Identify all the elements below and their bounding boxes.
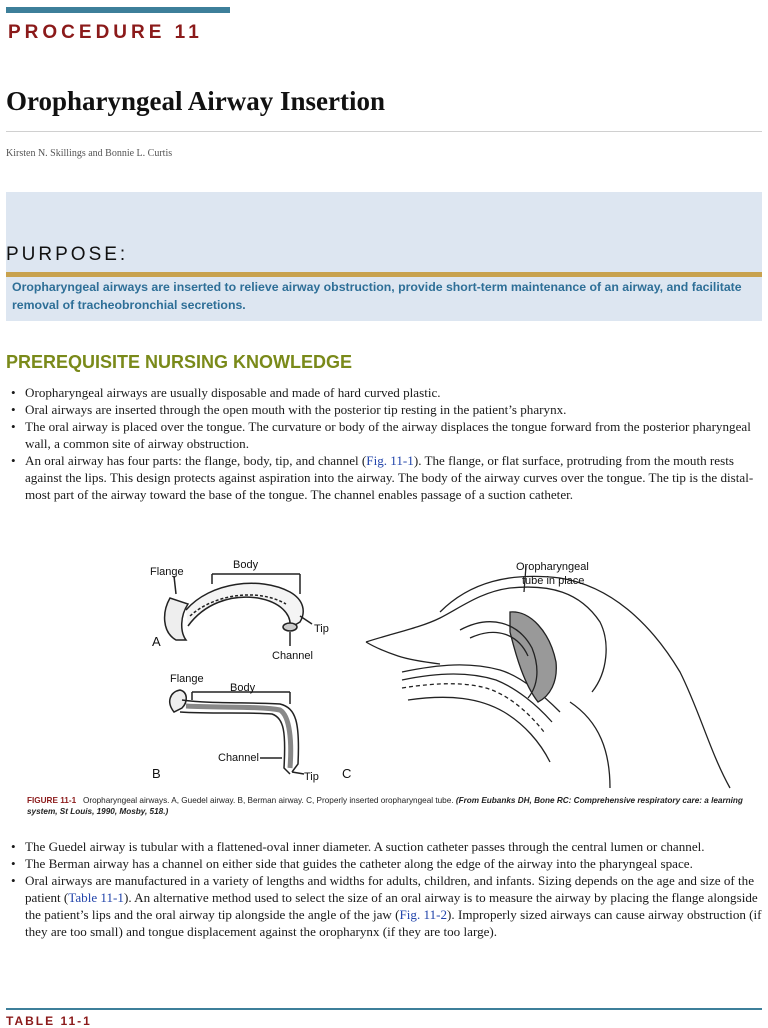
list-item: • The oral airway is placed over the tongue. The curvature or body of the airway displaces the tongue forward from the posterior pharyngeal wall, a common site of airway obstruction.	[11, 419, 751, 451]
list-item-text: ). The flange, or flat surface, protruding from the mouth rests against the lips. This design protects against aspiration into the airway. The body of the airway curves over the tongue. The tip is the distal-most part of the airway toward the base of the tongue. The channel enables passage of a suction catheter.	[25, 453, 754, 502]
title-divider	[6, 131, 762, 132]
purpose-text: Oropharyngeal airways are inserted to relieve airway obstruction, provide short-term maintenance of an airway, and facilitate removal of tracheobronchial secretions.	[12, 280, 742, 312]
label-flange-a: Flange	[150, 566, 184, 578]
label-c-title-1: Oropharyngeal	[516, 561, 589, 573]
list-item-text: Oral airways are inserted through the open mouth with the posterior tip resting in the patient’s pharynx.	[25, 402, 567, 417]
panel-a-label: A	[152, 634, 161, 649]
section-heading-prerequisite: PREREQUISITE NURSING KNOWLEDGE	[6, 352, 353, 372]
label-channel-b: Channel	[218, 752, 259, 764]
figure-caption-text: Oropharyngeal airways. A, Guedel airway. B, Berman airway. C, Properly inserted oropharyngeal tube.	[82, 796, 454, 805]
figure-number: FIGURE 11-1	[27, 796, 77, 805]
label-flange-b: Flange	[170, 673, 204, 685]
figure-caption-source: (From Eubanks DH, Bone RC: Comprehensive respiratory care: a learning system, St Louis, 1990, Mosby, 518.)	[27, 796, 743, 816]
table-heading-peek: TABLE 11-1	[6, 1014, 92, 1028]
page-title: Oropharyngeal Airway Insertion	[6, 86, 386, 116]
panel-b-label: B	[152, 766, 161, 781]
list-item-text: The oral airway is placed over the tongue. The curvature or body of the airway displaces the tongue forward from the posterior pharyngeal wall, a common site of airway obstruction.	[25, 419, 751, 451]
purpose-label: PURPOSE:	[6, 244, 129, 265]
label-channel-a: Channel	[272, 650, 313, 662]
figure-11-1-link[interactable]: Fig. 11-1	[366, 453, 414, 468]
figure-caption	[27, 795, 747, 817]
label-tip-a: Tip	[314, 623, 329, 635]
list-item-text: Oropharyngeal airways are usually disposable and made of hard curved plastic.	[25, 385, 441, 400]
list-item-text: ). Improperly sized airways can cause airway obstruction (if they are too small) and tongue displacement against the oropharynx (if they are too large).	[25, 907, 762, 939]
list-item-text: The Guedel airway is tubular with a flattened-oval inner diameter. A suction catheter passes through the central lumen or channel.	[25, 839, 705, 854]
airway-figure	[140, 552, 762, 790]
airway-types-list	[8, 838, 762, 940]
list-item-text: The Berman airway has a channel on either side that guides the catheter along the edge of the airway into the pharyngeal space.	[25, 856, 693, 871]
list-item: • Oral airways are inserted through the open mouth with the posterior tip resting in the patient’s pharynx.	[11, 402, 567, 417]
figure-11-2-link[interactable]: Fig. 11-2	[399, 907, 448, 922]
label-c-title-2: tube in place	[522, 575, 585, 587]
list-item: • Oral airways are manufactured in a variety of lengths and widths for adults, children, and infants. Sizing depends on the age and size of the patient (Table 11-1). An alternative method used to select the size of an oral airway is to measure the airway by placing the flange alongside the patient’s lips and the oral airway tip alongside the angle of the jaw (Fig. 11-2). Improperly sized airways can cause airway obstruction (if they are too small) and tongue displacement against the oropharynx (if they are too large).	[11, 873, 762, 939]
bottom-divider	[6, 1008, 762, 1010]
list-item-text: ). An alternative method used to select the size of an oral airway is to measure the airway by placing the flange alongside the patient’s lips and the oral airway tip alongside the angle of the jaw (	[25, 890, 758, 922]
list-item-text: An oral airway has four parts: the flange, body, tip, and channel (	[25, 453, 367, 468]
panel-c-label: C	[342, 766, 352, 781]
prerequisite-list	[8, 384, 762, 503]
procedure-label: PROCEDURE 11	[8, 22, 203, 43]
top-accent-bar	[6, 7, 230, 13]
table-11-1-link[interactable]: Table 11-1	[68, 890, 124, 905]
list-item: • The Guedel airway is tubular with a flattened-oval inner diameter. A suction catheter passes through the central lumen or channel.	[11, 839, 705, 854]
label-body-b: Body	[230, 682, 256, 694]
label-body-a: Body	[233, 559, 259, 571]
authors: Kirsten N. Skillings and Bonnie L. Curtis	[6, 148, 173, 159]
list-item: • Oropharyngeal airways are usually disposable and made of hard curved plastic.	[11, 385, 441, 400]
guedel-airway-drawing	[165, 574, 312, 646]
list-item: • An oral airway has four parts: the flange, body, tip, and channel (Fig. 11-1). The flange, or flat surface, protruding from the mouth rests against the lips. This design protects against aspiration into the airway. The body of the airway curves over the tongue. The tip is the distal-most part of the airway toward the base of the tongue. The channel enables passage of a suction catheter.	[11, 453, 754, 502]
label-tip-b: Tip	[304, 771, 319, 783]
purpose-divider	[6, 272, 762, 277]
list-item: • The Berman airway has a channel on either side that guides the catheter along the edge of the airway into the pharyngeal space.	[11, 856, 693, 871]
list-item-text: Oral airways are manufactured in a variety of lengths and widths for adults, children, and infants. Sizing depends on the age and size of the patient (	[25, 873, 755, 905]
oropharyngeal-tube-in-place-drawing	[366, 566, 730, 788]
